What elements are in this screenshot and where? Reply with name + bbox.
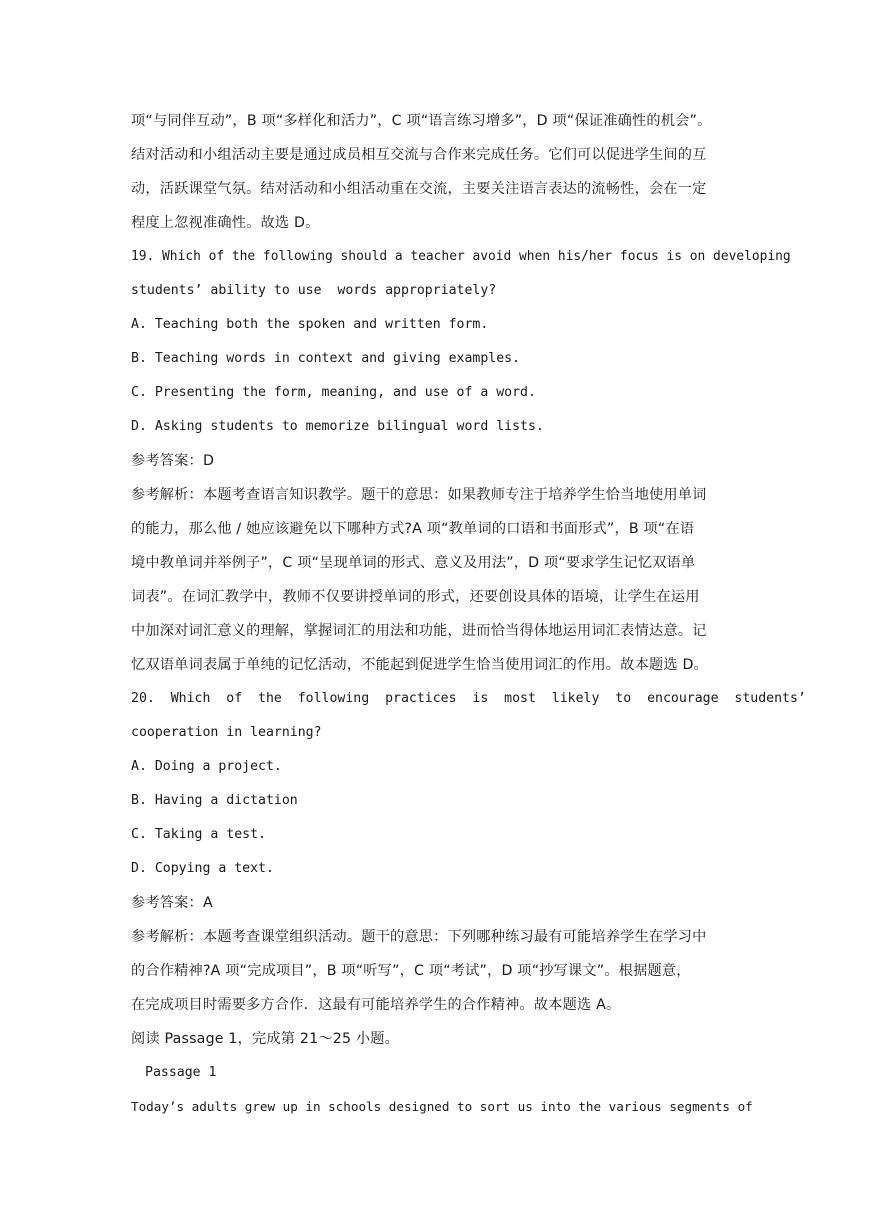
q20-option-a: A. Doing a project. [131,759,282,774]
q19-stem-line-2: students’ ability to use words appropriately? [131,283,497,298]
q18-analysis-line-2: 结对活动和小组活动主要是通过成员相互交流与合作来完成任务。它们可以促进学生间的互 [131,147,707,163]
reading-instruction: 阅读 Passage 1，完成第 21～25 小题。 [131,1031,400,1047]
q20-analysis-line-1: 参考解析：本题考查课堂组织活动。题干的意思：下列哪种练习最有可能培养学生在学习中 [131,929,707,945]
q19-analysis-line-3: 境中教单词并举例子”，C 项“呈现单词的形式、意义及用法”，D 项“要求学生记忆双语单 [131,555,696,571]
passage-first-line: Today’s adults grew up in schools designed to sort us into the various segments of [131,1099,753,1114]
q18-analysis-line-1: 项“与同伴互动”，B 项“多样化和活力”，C 项“语言练习增多”，D 项“保证准确性的机会”。 [131,113,712,129]
q19-option-d: D. Asking students to memorize bilingual word lists. [131,419,544,434]
q20-stem-line-2: cooperation in learning? [131,725,322,740]
q20-option-c: C. Taking a test. [131,827,266,842]
q20-answer: 参考答案：A [131,895,213,911]
q19-stem-line-1: 19. Which of the following should a teacher avoid when his/her focus is on developing [131,249,791,264]
q19-option-b: B. Teaching words in context and giving examples. [131,351,521,366]
q19-analysis-line-4: 词表”。在词汇教学中，教师不仅要讲授单词的形式，还要创设具体的语境，让学生在运用 [131,589,700,605]
q19-option-c: C. Presenting the form, meaning, and use of a word. [131,385,536,400]
q20-analysis-line-3: 在完成项目时需要多方合作．这最有可能培养学生的合作精神。故本题选 A。 [131,997,621,1013]
q20-analysis-line-2: 的合作精神?A 项“完成项目”，B 项“听写”，C 项“考试”，D 项“抄写课文”。根据题意， [131,963,691,979]
passage-title: Passage 1 [145,1065,217,1080]
q20-option-d: D. Copying a text. [131,861,274,876]
q18-analysis-line-3: 动，活跃课堂气氛。结对活动和小组活动重在交流，主要关注语言表达的流畅性，会在一定 [131,181,707,197]
q19-analysis-line-1: 参考解析：本题考查语言知识教学。题干的意思：如果教师专注于培养学生恰当地使用单词 [131,487,707,503]
q20-stem-line-1: 20. Which of the following practices is most likely to encourage students’ [131,691,806,706]
q18-analysis-line-4: 程度上忽视准确性。故选 D。 [131,215,320,231]
document-body [131,106,806,1126]
q19-option-a: A. Teaching both the spoken and written form. [131,317,489,332]
q19-analysis-line-6: 忆双语单词表属于单纯的记忆活动，不能起到促进学生恰当使用词汇的作用。故本题选 D。 [131,657,708,673]
q20-option-b: B. Having a dictation [131,793,298,808]
q19-answer: 参考答案：D [131,453,215,469]
q19-analysis-line-2: 的能力，那么他 / 她应该避免以下哪种方式?A 项“教单词的口语和书面形式”，B 项“在语 [131,521,695,537]
q19-analysis-line-5: 中加深对词汇意义的理解，掌握词汇的用法和功能，进而恰当得体地运用词汇表情达意。记 [131,623,707,639]
